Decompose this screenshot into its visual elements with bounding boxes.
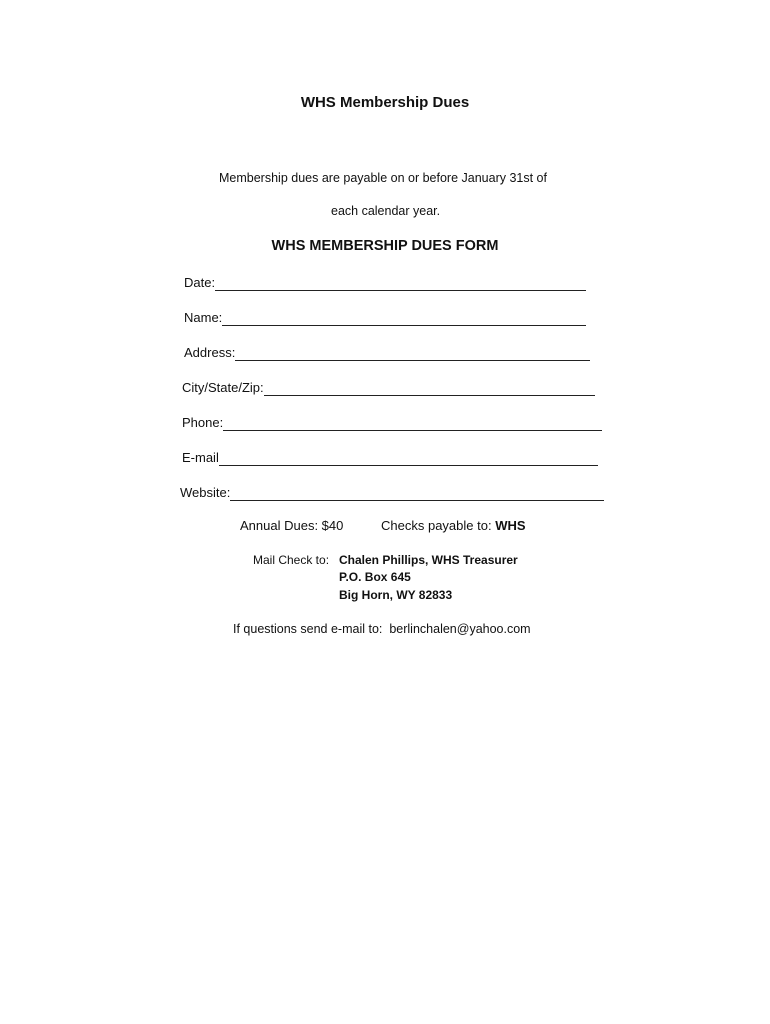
mail-check-label: Mail Check to: [253, 553, 330, 567]
date-field [184, 269, 586, 291]
form-title: WHS MEMBERSHIP DUES FORM [271, 238, 499, 254]
city-state-zip-blank-line[interactable] [264, 378, 595, 396]
intro-text-line-2: each calendar year. [331, 204, 441, 218]
name-blank-line[interactable] [222, 308, 586, 326]
city-state-zip-field [182, 374, 595, 396]
date-blank-line[interactable] [215, 273, 586, 291]
website-label: Website: [180, 485, 231, 500]
address-label: Address: [184, 345, 236, 360]
checks-payable-text [381, 518, 526, 533]
questions-contact-text [233, 622, 531, 636]
email-blank-line[interactable] [219, 448, 598, 466]
name-label: Name: [184, 310, 223, 325]
checks-payable-to: WHS [495, 518, 526, 533]
annual-dues-text: Annual Dues: $40 [240, 518, 344, 533]
mail-address-line-1: Chalen Phillips, WHS Treasurer [339, 553, 518, 567]
email-label: E-mail [182, 450, 219, 465]
mail-address-line-2: P.O. Box 645 [339, 570, 411, 584]
questions-label: If questions send e-mail to: [233, 622, 383, 636]
city-state-zip-label: City/State/Zip: [182, 380, 264, 395]
phone-field [182, 409, 602, 431]
website-field [180, 479, 604, 501]
website-blank-line[interactable] [230, 483, 604, 501]
name-field [184, 304, 586, 326]
document-title: WHS Membership Dues [300, 94, 470, 111]
phone-label: Phone: [182, 415, 224, 430]
contact-email: berlinchalen@yahoo.com [389, 622, 531, 636]
date-label: Date: [184, 275, 216, 290]
email-field [182, 444, 598, 466]
address-field [184, 339, 590, 361]
address-blank-line[interactable] [235, 343, 590, 361]
intro-text-line-1: Membership dues are payable on or before January 31st of [219, 171, 547, 185]
checks-payable-label: Checks payable to: [381, 518, 496, 533]
phone-blank-line[interactable] [223, 413, 602, 431]
mail-address-line-3: Big Horn, WY 82833 [339, 588, 453, 602]
